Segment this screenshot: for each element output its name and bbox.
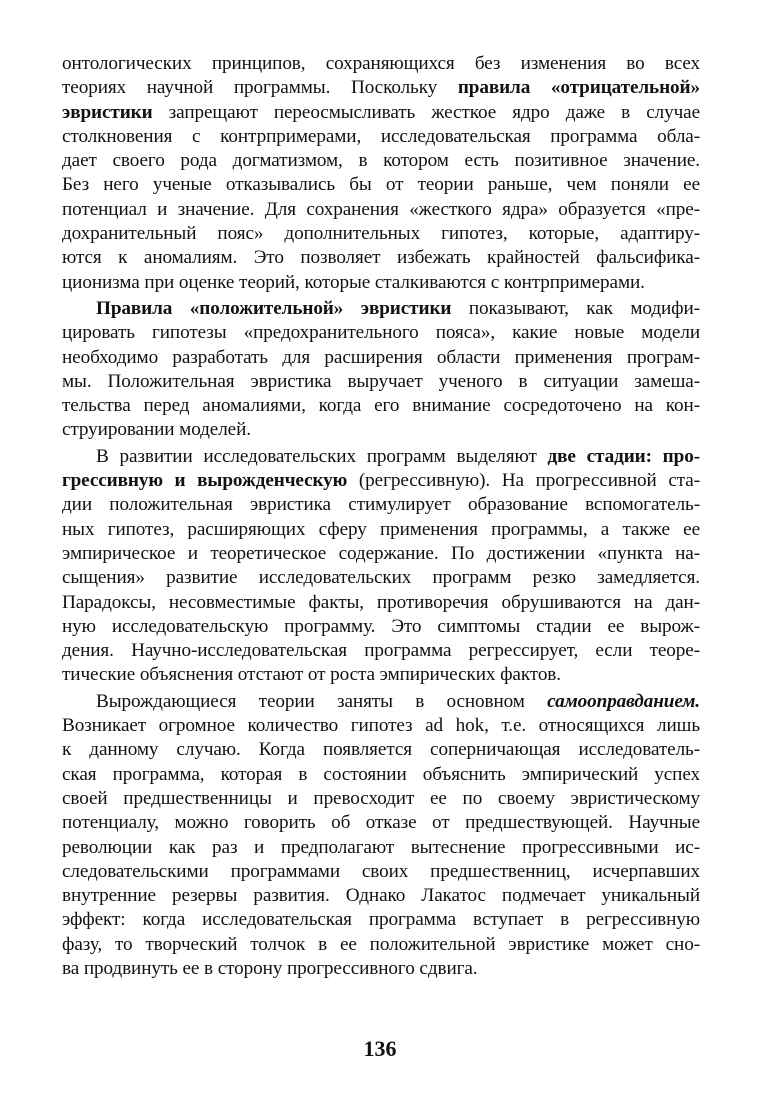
text-line xyxy=(62,957,700,981)
text-run: ных гипотез, расширяющих сферу применения программы, а также ее xyxy=(62,518,700,540)
text-run: ную исследовательскую программу. Это симптомы стадии ее вырож- xyxy=(62,615,700,637)
text-run: теориях научной программы. Поскольку xyxy=(62,77,458,99)
text-run: потенциалу, можно говорить об отказе от предшествующей. Научные xyxy=(62,812,700,834)
body-text xyxy=(62,52,700,981)
text-line xyxy=(62,860,700,884)
text-run: эффект: когда исследовательская программа вступает в регрессивную xyxy=(62,909,700,931)
text-run: следовательскими программами своих предшественниц, исчерпавших xyxy=(62,860,700,882)
text-run: дохранительный пояс» дополнительных гипотез, которые, адаптиру- xyxy=(62,223,700,245)
text-run: показывают, как модифи- xyxy=(451,297,700,319)
text-line xyxy=(62,714,700,738)
text-line xyxy=(62,591,700,615)
emphasized-text: правила «отрицательной» xyxy=(457,77,700,99)
text-line xyxy=(62,52,700,76)
text-run: дения. Научно-исследовательская программа регрессирует, если теоре- xyxy=(62,640,700,662)
text-run: мы. Положительная эвристика выручает ученого в ситуации замеша- xyxy=(62,370,700,392)
emphasized-text: две стадии: про- xyxy=(547,445,700,467)
text-line xyxy=(62,615,700,639)
text-run: эмпирическое и теоретическое содержание. По достижении «пункта на- xyxy=(62,542,700,564)
emphasized-text: грессивную и вырожденческую xyxy=(62,470,348,492)
text-line xyxy=(62,518,700,542)
text-line xyxy=(62,542,700,566)
emphasized-text: самооправданием. xyxy=(547,690,700,712)
paragraph-first-line xyxy=(62,297,700,321)
emphasized-text: Правила «положительной» эвристики xyxy=(96,297,452,319)
text-run: дает своего рода догматизмом, в котором есть позитивное значение. xyxy=(62,150,700,172)
text-run: сыщения» развитие исследовательских программ резко замедляется. xyxy=(62,567,700,589)
text-run: тельства перед аномалиями, когда его внимание сосредоточено на кон- xyxy=(62,395,700,417)
text-run: необходимо разработать для расширения области применения програм- xyxy=(62,346,700,368)
text-line xyxy=(62,101,700,125)
text-line xyxy=(62,149,700,173)
paragraph-first-line xyxy=(62,445,700,469)
text-run: В развитии исследовательских программ выделяют xyxy=(96,445,548,467)
text-run: потенциал и значение. Для сохранения «жесткого ядра» образуется «пре- xyxy=(62,198,700,220)
text-line xyxy=(62,933,700,957)
text-run: фазу, то творческий толчок в ее положительной эвристике может сно- xyxy=(62,933,700,955)
paragraph-first-line xyxy=(62,690,700,714)
text-line xyxy=(62,811,700,835)
text-line xyxy=(62,76,700,100)
text-line xyxy=(62,198,700,222)
text-line xyxy=(62,222,700,246)
text-run: онтологических принципов, сохраняющихся без изменения во всех xyxy=(62,53,700,74)
text-run: столкновения с контрпримерами, исследовательская программа обла- xyxy=(62,125,700,147)
text-line xyxy=(62,469,700,493)
emphasized-text: эвристики xyxy=(62,101,153,123)
text-run: внутренние резервы развития. Однако Лакатос подмечает уникальный xyxy=(62,885,700,907)
text-line xyxy=(62,493,700,517)
text-run: своей предшественницы и превосходит ее по своему эвристическому xyxy=(62,787,700,809)
text-run: дии положительная эвристика стимулирует образование вспомогатель- xyxy=(62,494,700,516)
text-line xyxy=(62,173,700,197)
text-line xyxy=(62,125,700,149)
text-line xyxy=(62,663,700,687)
text-run: запрещают переосмысливать жесткое ядро даже в случае xyxy=(152,101,700,123)
text-line xyxy=(62,787,700,811)
text-line xyxy=(62,346,700,370)
text-line xyxy=(62,394,700,418)
page-number: 136 xyxy=(363,1036,397,1061)
text-run: Без него ученые отказывались бы от теории раньше, чем поняли ее xyxy=(62,174,700,196)
text-run: революции как раз и предполагают вытеснение прогрессивными ис- xyxy=(62,836,700,858)
text-line xyxy=(62,370,700,394)
text-run: Возникает огромное количество гипотез ad hok, т.е. относящихся лишь xyxy=(62,715,700,737)
text-line xyxy=(62,566,700,590)
text-run: цировать гипотезы «предохранительного пояса», какие новые модели xyxy=(62,322,700,344)
text-run: ва продвинуть ее в сторону прогрессивного сдвига. xyxy=(62,957,478,979)
text-run: Парадоксы, несовместимые факты, противоречия обрушиваются на дан- xyxy=(62,591,700,613)
text-line xyxy=(62,836,700,860)
text-line xyxy=(62,246,700,270)
text-run: (регрессивную). На прогрессивной ста- xyxy=(347,470,700,492)
text-line xyxy=(62,763,700,787)
text-run: к данному случаю. Когда появляется соперничающая исследователь- xyxy=(62,739,700,761)
text-line xyxy=(62,321,700,345)
text-run: ются к аномалиям. Это позволяет избежать крайностей фальсифика- xyxy=(62,247,700,269)
text-run: ционизма при оценке теорий, которые сталкиваются с контрпримерами. xyxy=(62,271,645,293)
text-line xyxy=(62,271,700,295)
text-line xyxy=(62,908,700,932)
text-run: тические объяснения отстают от роста эмпирических фактов. xyxy=(62,664,561,686)
text-line xyxy=(62,884,700,908)
text-run: Вырождающиеся теории заняты в основном xyxy=(96,690,548,712)
text-run: струировании моделей. xyxy=(62,419,251,441)
text-run: ская программа, которая в состоянии объяснить эмпирический успех xyxy=(62,763,700,785)
text-line xyxy=(62,639,700,663)
text-line xyxy=(62,738,700,762)
text-line xyxy=(62,418,700,442)
